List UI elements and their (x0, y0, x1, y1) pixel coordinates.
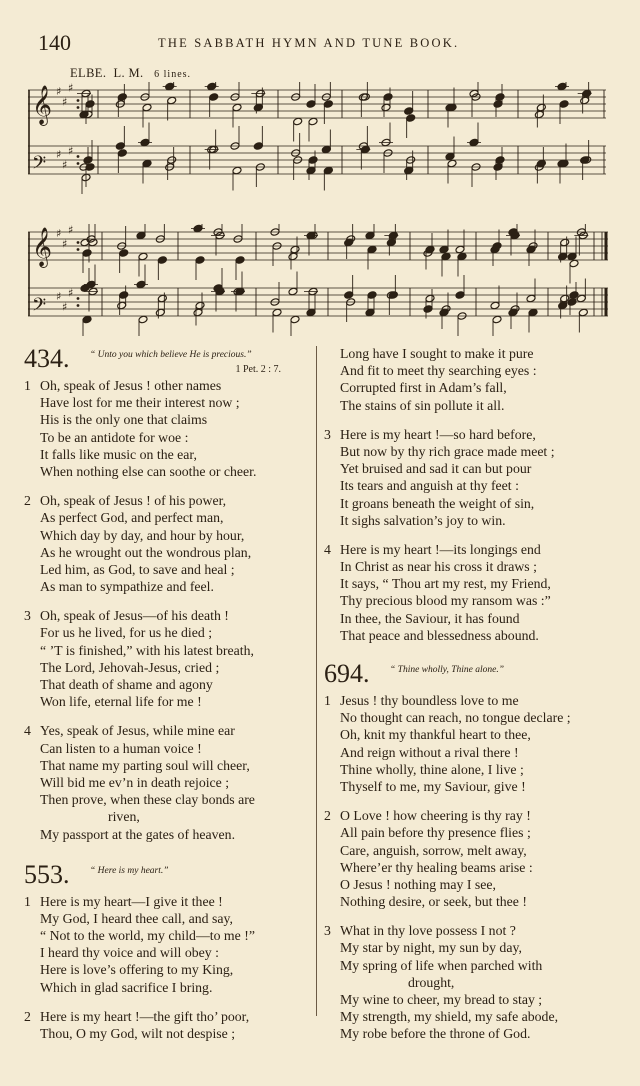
stanza (24, 492, 309, 595)
verse-line (24, 607, 309, 624)
note-head (253, 142, 263, 151)
verse-text: Where’er thy healing beams arise : (340, 859, 533, 875)
note-head (526, 294, 536, 303)
note-head (367, 245, 377, 254)
note-head (381, 103, 391, 112)
note-head (157, 256, 167, 265)
sharp-sign: ♯ (56, 148, 62, 161)
verse-text: Here is my heart !—the gift tho’ poor, (40, 1008, 250, 1024)
note-head (117, 93, 127, 102)
note-head (404, 107, 414, 116)
right-column (324, 345, 609, 1055)
note-head (425, 245, 435, 254)
verse-line (324, 512, 609, 529)
verse-line (24, 429, 309, 446)
stanza (324, 807, 609, 910)
left-column (24, 345, 309, 1042)
dot-mark (77, 99, 80, 102)
note-head (383, 93, 393, 102)
verse-text: Care, anguish, sorrow, melt away, (340, 842, 527, 858)
verse-line (324, 991, 609, 1008)
verse-text: O Jesus ! nothing may I see, (340, 876, 496, 892)
note-head (306, 100, 316, 109)
verse-line (324, 379, 609, 396)
note-head (323, 166, 333, 175)
verse-text: For us he lived, for us he died ; (40, 625, 213, 641)
note-head (138, 252, 148, 261)
verse-text: Can listen to a human voice ! (40, 740, 202, 756)
note-head (193, 308, 203, 317)
verse-text: Here is my heart—I give it thee ! (40, 893, 223, 909)
tune-name: ELBE. (70, 66, 107, 80)
note-head (534, 110, 544, 119)
verse-line (324, 575, 609, 592)
note-head (195, 256, 205, 265)
note-head (308, 117, 318, 126)
verse-line (324, 807, 609, 824)
verse-line (24, 561, 309, 578)
stanza-number: 1 (24, 378, 31, 393)
verse-text: To be an antidote for woe : (40, 429, 189, 445)
stanza (24, 1008, 309, 1042)
note-head (495, 93, 505, 102)
verse-line (324, 939, 609, 956)
note-head (365, 308, 375, 317)
note-head (493, 100, 503, 109)
verse-text: As perfect God, and perfect man, (40, 510, 224, 526)
stanza-number: 3 (24, 608, 31, 624)
verse-line (324, 558, 609, 575)
dot-mark (77, 297, 80, 300)
verse-text: My robe before the throne of God. (340, 1026, 531, 1042)
verse-text: Corrupted first in Adam’s fall, (340, 380, 507, 396)
note-head (423, 305, 433, 314)
note-head (253, 103, 263, 112)
note-head (455, 291, 465, 300)
verse-text: The Lord, Jehovah-Jesus, cried ; (40, 659, 220, 675)
sharp-sign: ♯ (56, 85, 62, 98)
verse-line (324, 460, 609, 477)
note-head (406, 114, 416, 123)
verse-text: Oh, speak of Jesus ! of his power, (40, 493, 227, 509)
verse-line (24, 463, 309, 480)
verse-text: When nothing else can soothe or cheer. (40, 463, 257, 479)
note-head (272, 308, 282, 317)
verse-text: No thought can reach, no tongue declare ; (340, 710, 571, 726)
music-system-1 (28, 82, 610, 194)
verse-line (324, 443, 609, 460)
note-head (142, 159, 152, 168)
verse-text: Thyself to me, my Saviour, give ! (340, 778, 526, 794)
column-divider (316, 346, 317, 1016)
note-head (365, 231, 375, 240)
verse-line (24, 527, 309, 544)
note-head (447, 159, 457, 168)
note-head (85, 100, 95, 109)
verse-text: My star by night, my sun by day, (340, 940, 522, 956)
note-head (445, 152, 455, 161)
sharp-sign: ♯ (62, 95, 68, 109)
dot-mark (77, 155, 80, 158)
sharp-sign: ♯ (56, 227, 62, 240)
verse-line (324, 627, 609, 644)
verse-line (324, 1025, 609, 1042)
dot-mark (77, 106, 80, 109)
verse-line (324, 824, 609, 841)
note-head (232, 166, 242, 175)
verse-line (324, 744, 609, 761)
verse-text: Oh, knit my thankful heart to thee, (340, 727, 531, 743)
stanza-number: 1 (24, 893, 31, 909)
verse-line (24, 961, 309, 978)
verse-line (324, 726, 609, 743)
stanza-number: 2 (24, 1008, 31, 1024)
stanza (24, 722, 309, 842)
verse-text: And reign without a rival there ! (340, 744, 519, 760)
sharp-sign: ♯ (68, 224, 74, 237)
verse-text: His is the only one that claims (40, 412, 208, 428)
note-head (425, 294, 435, 303)
hymn-epigraph: “ Unto you which believe He is precious.” (90, 350, 252, 360)
verse-line (324, 974, 609, 991)
verse-text: It sighs salvation’s joy to win. (340, 512, 506, 528)
note-head (567, 252, 577, 261)
note-head (323, 100, 333, 109)
verse-text: Here is my heart !—its longings end (340, 541, 541, 557)
tune-title (70, 66, 191, 81)
hymn-number: 434. (24, 344, 70, 373)
verse-line (24, 544, 309, 561)
verse-line (24, 1008, 309, 1025)
verse-line (24, 791, 309, 808)
verse-text: What in thy love possess I not ? (340, 923, 516, 939)
verse-line (324, 922, 609, 939)
note-head (119, 249, 129, 258)
sharp-sign: ♯ (68, 144, 74, 158)
sharp-sign: ♯ (56, 290, 62, 303)
note-head (155, 308, 165, 317)
verse-line (324, 610, 609, 627)
note-head (441, 252, 451, 261)
note-head (195, 301, 205, 310)
verse-line (24, 1025, 309, 1042)
verse-text: My spring of life when parched with (340, 957, 543, 973)
verse-line (24, 394, 309, 411)
note-head (308, 156, 318, 165)
verse-text: My passport at the gates of heaven. (40, 826, 236, 842)
verse-line (324, 397, 609, 414)
verse-line (24, 979, 309, 996)
note-head (578, 308, 588, 317)
note-head (560, 238, 570, 247)
dot-mark (77, 248, 80, 251)
verse-line (324, 893, 609, 910)
stanza (324, 426, 609, 529)
note-head (290, 315, 300, 324)
verse-line (324, 761, 609, 778)
note-head (115, 142, 125, 151)
hymn-number: 694. (324, 659, 370, 688)
note-head (306, 308, 316, 317)
note-head (288, 287, 298, 296)
verse-line (324, 592, 609, 609)
running-title: THE SABBATH HYMN AND TUNE BOOK. (158, 36, 460, 50)
verse-line (24, 492, 309, 509)
verse-text: Yet bruised and sad it can but pour (340, 461, 532, 477)
note-head (367, 291, 377, 300)
stanza-number: 4 (324, 541, 331, 557)
stanza (324, 541, 609, 644)
page-number: 140 (38, 30, 71, 55)
verse-text: In Christ as near his cross it draws ; (340, 559, 537, 575)
note-head (580, 96, 590, 105)
note-head (293, 117, 303, 126)
note-head (455, 245, 465, 254)
music-score-1 (28, 82, 610, 194)
note-head (528, 308, 538, 317)
verse-line (24, 740, 309, 757)
verse-text: Thy precious blood my ransom was :” (340, 593, 551, 609)
note-head (321, 145, 331, 154)
verse-text: Its tears and anguish at thy feet : (340, 478, 519, 494)
note-head (142, 103, 152, 112)
note-head (157, 294, 167, 303)
dot-mark (77, 304, 80, 307)
verse-text: Led him, as God, to save and heal ; (40, 561, 235, 577)
verse-text: It groans beneath the weight of sin, (340, 495, 535, 511)
dot-mark (77, 162, 80, 165)
verse-text: Which day by day, and hour by hour, (40, 527, 245, 543)
verse-line (324, 362, 609, 379)
verse-text: All pain before thy presence flies ; (340, 825, 531, 841)
verse-text: Here is love’s offering to my King, (40, 962, 234, 978)
verse-text: Then prove, when these clay bonds are (40, 792, 255, 808)
verse-line (324, 957, 609, 974)
music-score-2 (28, 224, 610, 336)
note-head (138, 315, 148, 324)
verse-line (324, 1008, 609, 1025)
stanza-number: 2 (324, 808, 331, 824)
verse-text: It says, “ Thou art my rest, my Friend, (340, 576, 551, 592)
tune-lines: 6 lines. (154, 69, 192, 80)
verse-line (24, 578, 309, 595)
verse-text: I heard thy voice and will obey : (40, 945, 219, 961)
note-head (306, 166, 316, 175)
stanza (24, 607, 309, 710)
sharp-sign: ♯ (68, 82, 74, 95)
hymn-heading (24, 345, 309, 375)
sharp-sign: ♯ (62, 300, 68, 314)
verse-line (24, 927, 309, 944)
sharp-sign: ♯ (62, 237, 68, 251)
verse-line (24, 722, 309, 739)
note-head (235, 256, 245, 265)
note-head (558, 252, 568, 261)
verse-text: Which in glad sacrifice I bring. (40, 979, 213, 995)
verse-line (24, 893, 309, 910)
note-head (344, 291, 354, 300)
note-head (136, 231, 146, 240)
note-head (83, 156, 93, 165)
verse-line (24, 693, 309, 710)
sharp-sign: ♯ (62, 158, 68, 172)
scripture-reference: 1 Pet. 2 : 7. (235, 364, 281, 375)
verse-line (324, 692, 609, 709)
note-head (232, 103, 242, 112)
stanza-number: 3 (324, 923, 331, 939)
note-head (439, 245, 449, 254)
verse-text: Here is my heart !—so hard before, (340, 426, 536, 442)
stanza (24, 377, 309, 480)
note-head (495, 156, 505, 165)
stanza-number: 3 (324, 426, 331, 442)
verse-line (24, 826, 309, 843)
music-system-2 (28, 224, 610, 336)
note-head (558, 301, 568, 310)
verse-line (24, 910, 309, 927)
verse-line (24, 642, 309, 659)
note-head (167, 96, 177, 105)
verse-text: Will bid me ev’n in death rejoice ; (40, 774, 230, 790)
stanza-number: 1 (324, 693, 331, 708)
bass-clef: 𝄢 (32, 295, 47, 320)
hymn-number: 553. (24, 859, 70, 889)
verse-line (324, 426, 609, 443)
verse-text: Nothing desire, or seek, but thee ! (340, 894, 527, 910)
note-head (117, 301, 127, 310)
verse-line (324, 495, 609, 512)
note-head (536, 159, 546, 168)
verse-text: Yes, speak of Jesus, while mine ear (40, 723, 235, 739)
verse-line (324, 842, 609, 859)
verse-line (324, 876, 609, 893)
verse-text: It falls like music on the ear, (40, 446, 197, 462)
note-head (404, 166, 414, 175)
note-head (82, 249, 92, 258)
verse-text: Have lost for me their interest now ; (40, 395, 240, 411)
note-head (536, 103, 546, 112)
verse-line (24, 808, 309, 825)
note-head (559, 100, 569, 109)
dot-mark (77, 241, 80, 244)
verse-text: Won life, eternal life for me ! (40, 694, 202, 710)
stanza-number: 2 (24, 493, 31, 509)
verse-text: Oh, speak of Jesus ! other names (40, 378, 222, 393)
stanza (324, 922, 609, 1042)
note-head (492, 242, 502, 251)
verse-line (324, 859, 609, 876)
note-head (457, 252, 467, 261)
verse-text: Jesus ! thy boundless love to me (340, 693, 519, 708)
note-head (386, 238, 396, 247)
verse-line (24, 659, 309, 676)
verse-text: drought, (408, 974, 455, 990)
note-head (209, 93, 219, 102)
sharp-sign: ♯ (68, 286, 74, 300)
verse-text: Long have I sought to make it pure (340, 346, 534, 361)
verse-text: And fit to meet thy searching eyes : (340, 363, 537, 379)
stanza (324, 345, 609, 414)
verse-text: As man to sympathize and feel. (40, 579, 214, 595)
note-head (569, 259, 579, 268)
tune-meter: L. M. (113, 66, 144, 80)
hymn-heading (24, 861, 309, 891)
verse-text: In thee, the Saviour, it has found (340, 610, 520, 626)
treble-clef: 𝄞 (32, 85, 53, 125)
note-head (119, 291, 129, 300)
stanza-number: 4 (24, 723, 31, 739)
hymn-epigraph: “ Thine wholly, Thine alone.” (390, 665, 505, 675)
treble-clef: 𝄞 (32, 227, 53, 267)
verse-text: That peace and blessedness abound. (340, 627, 539, 643)
verse-text: But now by thy rich grace made meet ; (340, 443, 555, 459)
note-head (288, 252, 298, 261)
note-head (117, 149, 127, 158)
verse-line (24, 757, 309, 774)
hymn-epigraph: “ Here is my heart.” (90, 865, 169, 876)
bass-clef: 𝄢 (32, 153, 47, 178)
verse-text: Thou, O my God, wilt not despise ; (40, 1026, 236, 1041)
verse-line (324, 345, 609, 362)
verse-line (324, 778, 609, 795)
verse-line (24, 377, 309, 394)
verse-line (324, 541, 609, 558)
note-head (493, 163, 503, 172)
verse-text: “ Not to the world, my child—to me !” (40, 928, 255, 944)
verse-line (24, 624, 309, 641)
verse-line (24, 676, 309, 693)
verse-text: riven, (108, 809, 140, 825)
verse-line (24, 446, 309, 463)
verse-line (24, 774, 309, 791)
note-head (290, 245, 300, 254)
verse-line (24, 509, 309, 526)
verse-line (24, 411, 309, 428)
verse-text: Thine wholly, thine alone, I live ; (340, 761, 524, 777)
verse-line (324, 709, 609, 726)
verse-line (324, 477, 609, 494)
verse-line (24, 944, 309, 961)
verse-text: “ ’T is finished,” with his latest breath, (40, 642, 254, 658)
hymn-heading (324, 660, 609, 690)
verse-text: My wine to cheer, my bread to stay ; (340, 992, 543, 1007)
note-head (82, 315, 92, 324)
verse-text: Oh, speak of Jesus—of his death ! (40, 608, 229, 624)
verse-text: That death of shame and agony (40, 677, 213, 692)
note-head (492, 315, 502, 324)
verse-text: That name my parting soul will cheer, (40, 757, 250, 773)
verse-text: O Love ! how cheering is thy ray ! (340, 808, 531, 824)
verse-text: My strength, my shield, my safe abode, (340, 1009, 559, 1025)
verse-text: My God, I heard thee call, and say, (40, 910, 233, 926)
note-head (490, 301, 500, 310)
stanza (24, 893, 309, 996)
verse-text: As he wrought out the wondrous plan, (40, 544, 252, 560)
stanza (324, 692, 609, 795)
verse-text: The stains of sin pollute it all. (340, 397, 505, 413)
page-header (38, 32, 610, 56)
